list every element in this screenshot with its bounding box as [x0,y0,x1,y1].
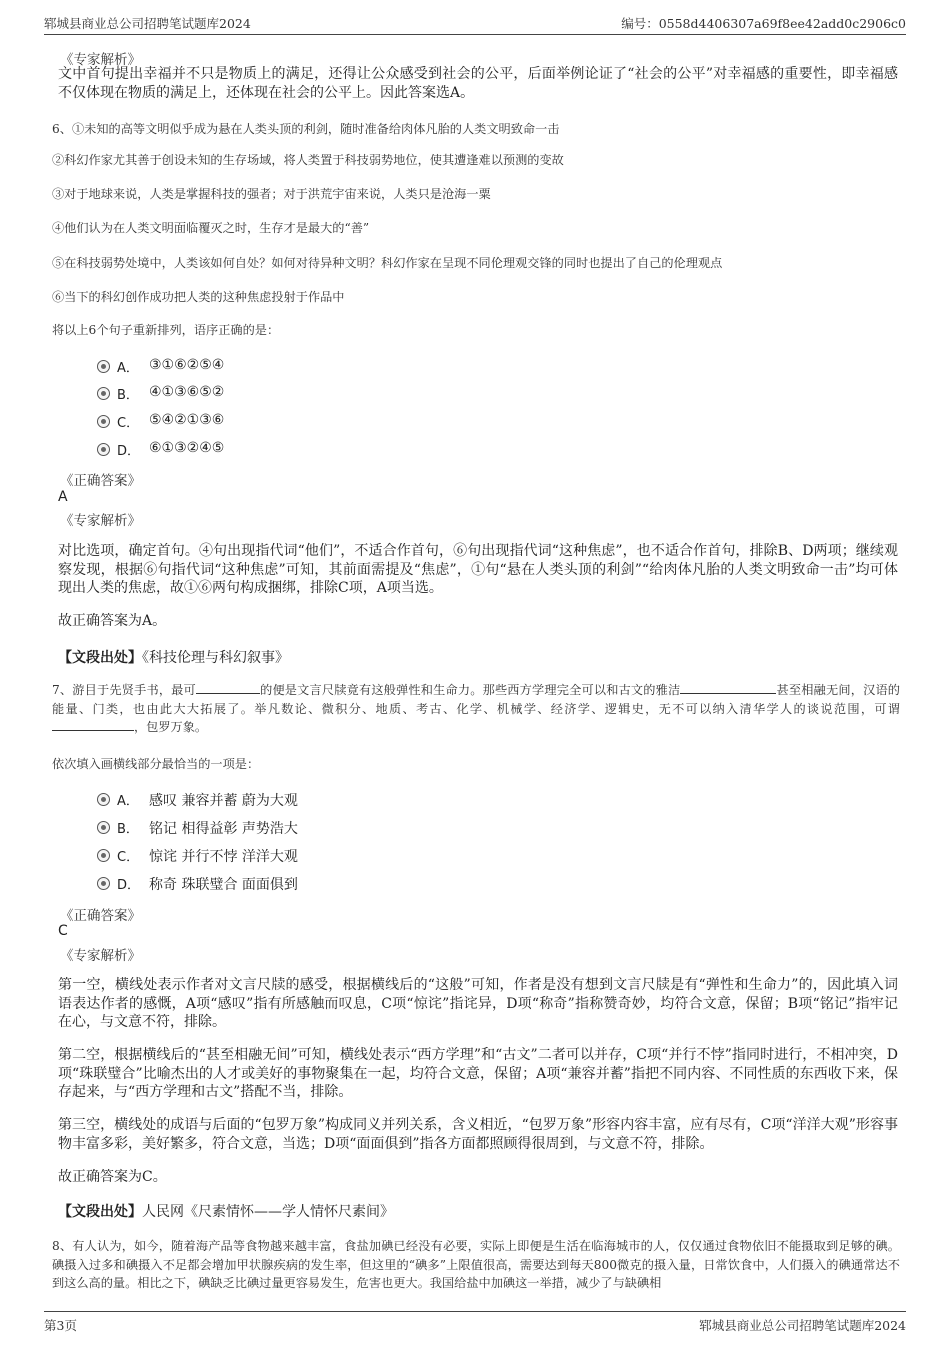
q6-stem-6: ⑥当下的科幻创作成功把人类的这种焦虑投射于作品中 [52,290,345,304]
q7-analysis-3: 第三空，横线处的成语与后面的“包罗万象”构成同义并列关系，含义相近，“包罗万象”形容内容丰富，应有尽有，C项“洋洋大观”形容事物丰富多彩，美好繁多，符合文意，当选；D项“面面俱到”指各方面都照顾得很周到，与文意不符，排除。 [58,1117,898,1152]
q8-stem: 8、有人认为，如今，随着海产品等食物越来越丰富，食盐加碘已经没有必要，实际上即便是生活在临海城市的人，仅仅通过食物依旧不能摄取到足够的碘。碘摄入过多和碘摄入不足都会增加甲状腺疾病的发生率，但这里的“碘多”上限值很高，需要达到每天800微克的摄入量，日常饮食中，人们摄入的碘通常达不到这么高的量。相比之下，碘缺乏比碘过量更容易发生，危害也更大。我国给盐中加碘这一举措，减少了与缺碘相 [52,1239,900,1290]
fill-blank-2[interactable] [680,681,776,694]
radio-button-icon[interactable] [97,793,110,806]
q7-conclusion: 故正确答案为C。 [58,1169,167,1185]
q6-prompt: 将以上6个句子重新排列，语序正确的是： [52,323,280,337]
q6-analysis-label: 《专家解析》 [60,513,141,529]
radio-button-icon[interactable] [97,415,110,428]
q6-analysis-text: 对比选项，确定首句。④句出现指代词“他们”，不适合作首句，⑥句出现指代词“这种焦虑”，也不适合作首句，排除B、D两项；继续观察发现，根据⑥句指代词“这种焦虑”可知，其前面需提及“焦虑”，①句“悬在人类头顶的利剑”“给肉体凡胎的人类文明致命一击”均可体现出人类的焦虑，故①⑥两句构成捆绑，排除C项，A项当选。 [58,543,898,596]
q6-stem-3: ③对于地球来说，人类是掌握科技的强者；对于洪荒宇宙来说，人类只是沧海一粟 [52,187,491,201]
q7-analysis-label: 《专家解析》 [60,948,141,964]
q6-stem-5: ⑤在科技弱势处境中，人类该如何自处？如何对待异种文明？科幻作家在呈现不同伦理观交锋的同时也提出了自己的伦理观点 [52,256,723,270]
q6-answer: A [58,489,68,505]
q6-stem-2: ②科幻作家尤其善于创设未知的生存场域，将人类置于科技弱势地位，使其遭逢难以预测的变故 [52,153,564,167]
q7-prompt: 依次填入画横线部分最恰当的一项是： [52,757,260,771]
prev-analysis-label: 《专家解析》 [60,52,141,68]
source-label: 【文段出处】 [58,650,142,666]
page-number: 第3页 [44,1318,77,1333]
page-footer [44,1311,906,1334]
q6-answer-label: 《正确答案》 [60,473,141,489]
fill-blank-3[interactable] [52,718,134,731]
radio-button-icon[interactable] [97,360,110,373]
q7-source [58,1201,908,1221]
q7-answer: C [58,923,68,939]
document-id: 编号：0558d4406307a69f8ee42add0c2906c0 [621,16,906,31]
q7-analysis-2: 第二空，根据横线后的“甚至相融无间”可知，横线处表示“西方学理”和“古文”二者可以并存，C项“并行不悖”指同时进行，不相冲突，D项“珠联璧合”比喻杰出的人才或美好的事物聚集在一起，均符合文意，保留；A项“兼容并蓄”指把不同内容、不同性质的东西收下来，保存起来，与“西方学理和古文”搭配不当，排除。 [58,1047,898,1100]
header-title: 郓城县商业总公司招聘笔试题库2024 [44,16,251,31]
prev-analysis-text: 文中首句提出幸福并不只是物质上的满足，还得让公众感受到社会的公平，后面举例论证了“社会的公平”对幸福感的重要性，即幸福感不仅体现在物质的满足上，还体现在社会的公平上。因此答案选A。 [58,66,898,101]
source-label: 【文段出处】 [58,1204,142,1220]
radio-button-icon[interactable] [97,849,110,862]
q6-stem-1: 6、①未知的高等文明似乎成为悬在人类头顶的利剑，随时准备给肉体凡胎的人类文明致命一击 [52,122,560,136]
source-text: 《科技伦理与科幻叙事》 [142,650,289,666]
q7-stem: 7、游目于先贤手书，最可 的便是文言尺牍竟有这般弹性和生命力。那些西方学理完全可以和古文的雅洁 甚至相融无间，汉语的能量、门类，也由此大大拓展了。举凡数论、微积分、地质、考古、化学、机械学、经济学、逻辑史，无不可以纳入清华学人的谈说范围，可谓，包罗万象。 [52,683,900,734]
footer-title: 郓城县商业总公司招聘笔试题库2024 [699,1318,906,1333]
radio-button-icon[interactable] [97,443,110,456]
q7-analysis-1: 第一空，横线处表示作者对文言尺牍的感受，根据横线后的“这般”可知，作者是没有想到文言尺牍是有“弹性和生命力”的，因此填入词语表达作者的感慨，A项“感叹”指有所感触而叹息，C项“惊诧”指诧异，D项“称奇”指称赞奇妙，均符合文意，保留；B项“铭记”指牢记在心，与文意不符，排除。 [58,977,898,1030]
radio-button-icon[interactable] [97,877,110,890]
radio-button-icon[interactable] [97,821,110,834]
q6-stem-4: ④他们认为在人类文明面临覆灭之时，生存才是最大的“善” [52,221,370,235]
source-text: 人民网《尺素情怀——学人情怀尺素间》 [142,1204,394,1220]
q6-source [58,647,908,667]
fill-blank-1[interactable] [196,681,260,694]
q7-answer-label: 《正确答案》 [60,908,141,924]
page-header [44,14,906,35]
q6-conclusion: 故正确答案为A。 [58,613,167,629]
radio-button-icon[interactable] [97,387,110,400]
